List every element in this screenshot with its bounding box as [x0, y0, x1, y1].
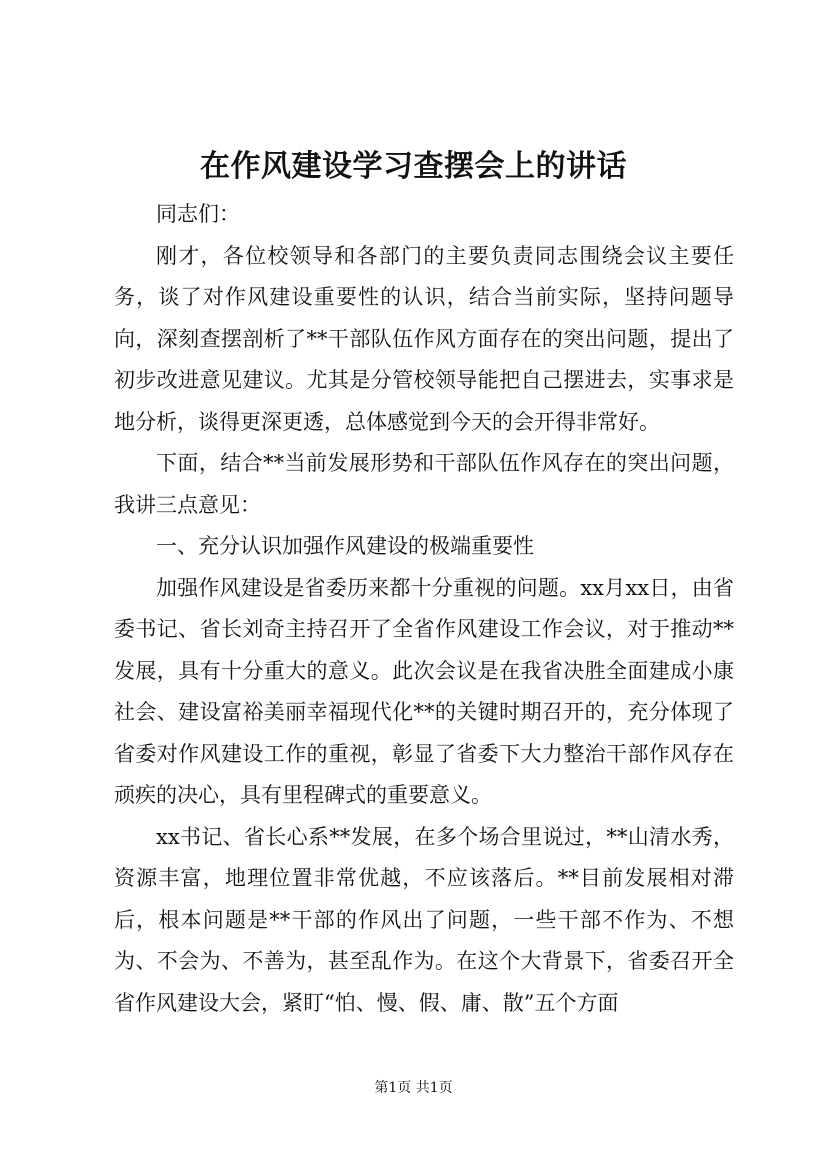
- paragraph: xx书记、省长心系**发展，在多个场合里说过，**山清水秀，资源丰富，地理位置非常优越，不应该落后。**目前发展相对滞后，根本问题是**干部的作风出了问题，一些干部不作为、不想为、不会为、不善为，甚至乱作为。在这个大背景下，省委召开全省作风建设大会，紧盯“怕、慢、假、庸、散”五个方面: [114, 824, 734, 1015]
- document-title: 在作风建设学习查摆会上的讲话: [200, 149, 627, 184]
- section-heading: 一、充分认识加强作风建设的极端重要性: [156, 534, 534, 558]
- greeting: 同志们：: [156, 202, 240, 226]
- paragraph: 刚才，各位校领导和各部门的主要负责同志围绕会议主要任务，谈了对作风建设重要性的认识，结合当前实际，坚持问题导向，深刻查摆剖析了**干部队伍作风方面存在的突出问题，提出了初步改进意见建议。尤其是分管校领导能把自己摆进去，实事求是地分析，谈得更深更透，总体感觉到今天的会开得非常好。: [114, 243, 734, 434]
- page-footer: 第1页 共1页: [374, 1080, 453, 1096]
- paragraph: 下面，结合**当前发展形势和干部队伍作风存在的突出问题，我讲三点意见：: [114, 451, 734, 517]
- paragraph: 加强作风建设是省委历来都十分重视的问题。xx月xx日，由省委书记、省长刘奇主持召开了全省作风建设工作会议，对于推动**发展，具有十分重大的意义。此次会议是在我省决胜全面建成小康社会、建设富裕美丽幸福现代化**的关键时期召开的，充分体现了省委对作风建设工作的重视，彰显了省委下大力整治干部作风存在顽疾的决心，具有里程碑式的重要意义。: [114, 575, 734, 807]
- document-body: [114, 194, 734, 1024]
